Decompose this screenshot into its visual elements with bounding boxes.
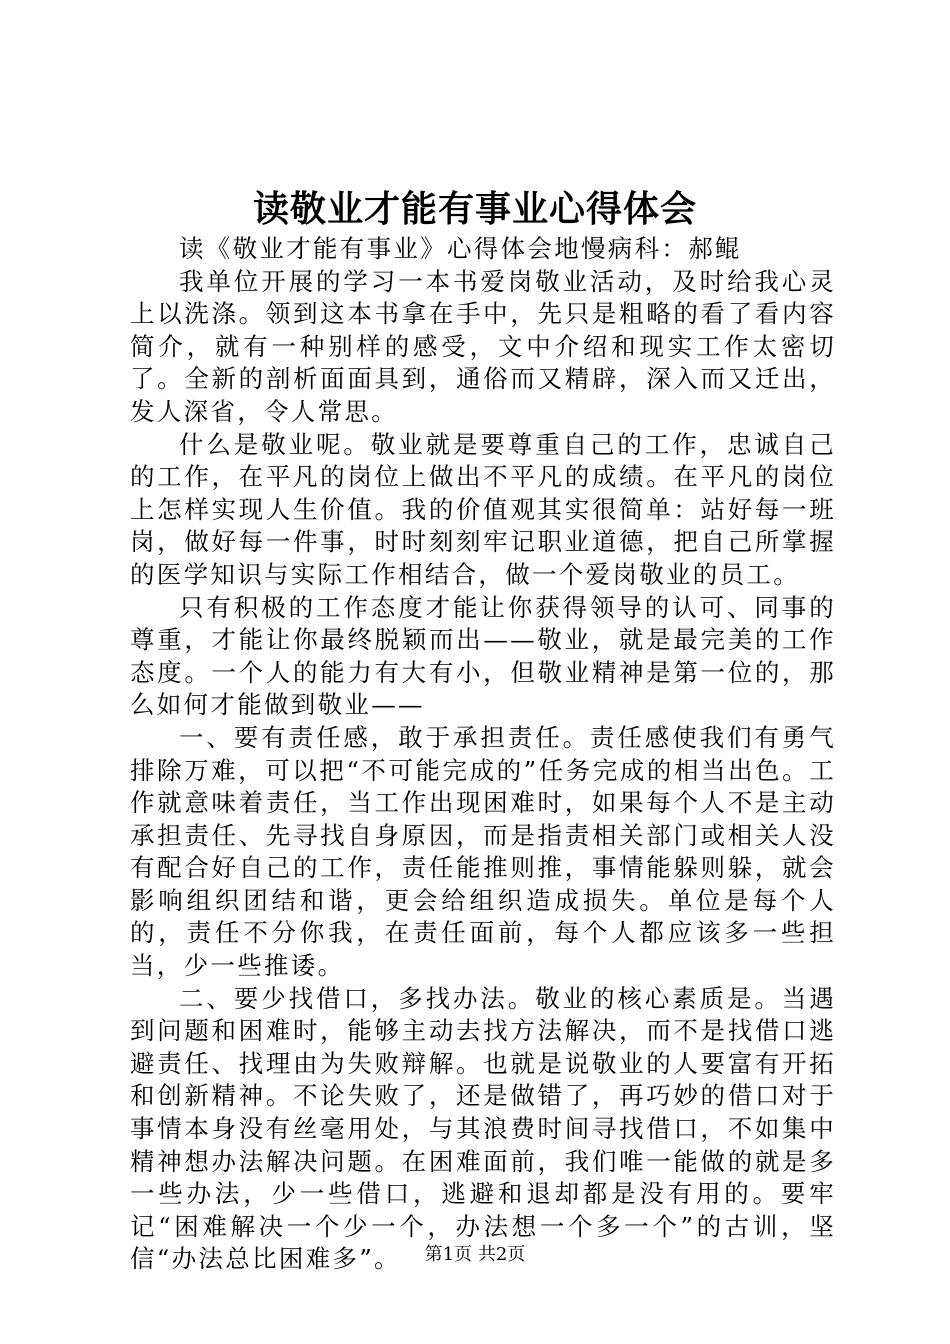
body-paragraph: 二、要少找借口，多找办法。敬业的核心素质是。当遇到问题和困难时，能够主动去找方法解决，而不是找借口逃避责任、找理由为失败辩解。也就是说敬业的人要富有开拓和创新精神。不论失败了，还是做错了，再巧妙的借口对于事情本身没有丝毫用处，与其浪费时间寻找借口，不如集中精神想办法解决问题。在困难面前，我们唯一能做的就是多一些办法，少一些借口，逃避和退却都是没有用的。要牢记“困难解决一个少一个，办法想一个多一个”的古训，坚信“办法总比困难多”。 [130, 983, 836, 1274]
body-paragraph: 只有积极的工作态度才能让你获得领导的认可、同事的尊重，才能让你最终脱颖而出——敬业，就是最完美的工作态度。一个人的能力有大有小，但敬业精神是第一位的，那么如何才能做到敬业—— [130, 592, 836, 720]
byline-paragraph: 读《敬业才能有事业》心得体会地慢病科：郝鲲 [179, 234, 742, 263]
page-number-footer: 第1页 共2页 [424, 1244, 526, 1265]
body-paragraph: 什么是敬业呢。敬业就是要尊重自己的工作，忠诚自己的工作，在平凡的岗位上做出不平凡的成绩。在平凡的岗位上怎样实现人生价值。我的价值观其实很简单：站好每一班岗，做好每一件事，时时刻刻牢记职业道德，把自己所掌握的医学知识与实际工作相结合，做一个爱岗敬业的员工。 [130, 429, 836, 589]
document-body [130, 233, 836, 1276]
body-paragraph: 我单位开展的学习一本书爱岗敬业活动，及时给我心灵上以洗涤。领到这本书拿在手中，先只是粗略的看了看内容简介，就有一种别样的感受，文中介绍和现实工作太密切了。全新的剖析面面具到，通俗而又精辟，深入而又迁出，发人深省，令人常思。 [130, 266, 836, 426]
body-paragraph: 一、要有责任感，敢于承担责任。责任感使我们有勇气排除万难，可以把“不可能完成的”任务完成的相当出色。工作就意味着责任，当工作出现困难时，如果每个人不是主动承担责任、先寻找自身原因，而是指责相关部门或相关人没有配合好自己的工作，责任能推则推，事情能躲则躲，就会影响组织团结和谐，更会给组织造成损失。单位是每个人的，责任不分你我，在责任面前，每个人都应该多一些担当，少一些推诿。 [130, 722, 836, 981]
document-title: 读敬业才能有事业心得体会 [252, 188, 697, 230]
